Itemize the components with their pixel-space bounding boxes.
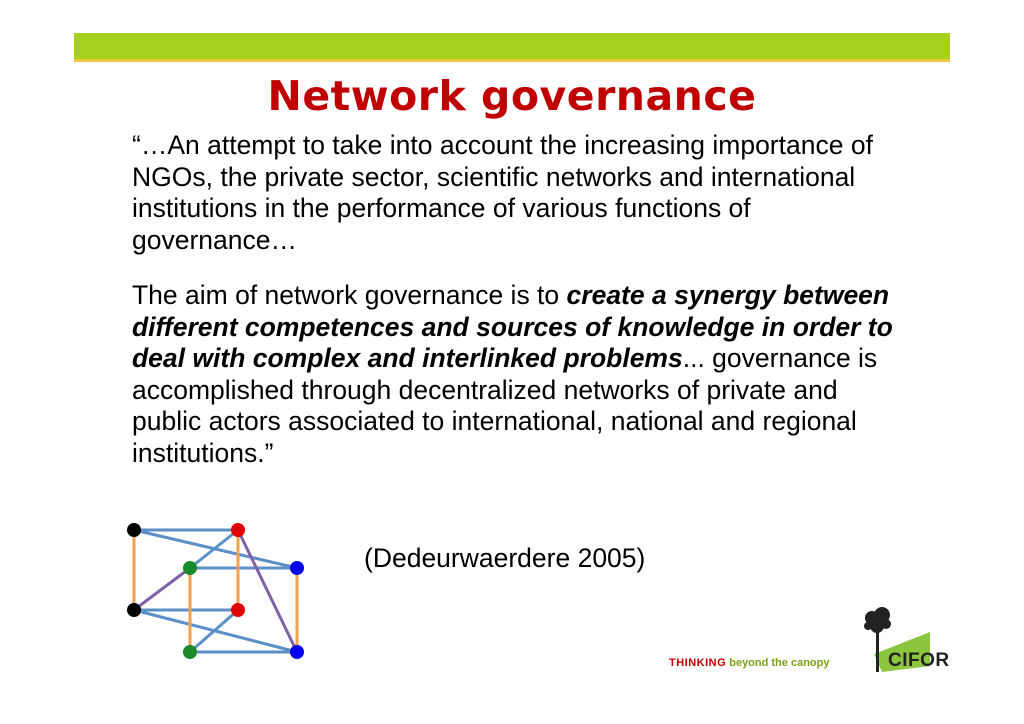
network-node-green (183, 561, 197, 575)
paragraph-2-emphasis: create a synergy between different competences and sources of knowledge in order to deal with complex and interlinked problems (132, 280, 893, 373)
network-node-black (127, 523, 141, 537)
network-node-blue (290, 645, 304, 659)
tagline-rest: beyond the canopy (726, 657, 830, 669)
citation: (Dedeurwaerdere 2005) (364, 543, 646, 573)
network-edge (238, 530, 297, 652)
quote-paragraph-2 (132, 280, 912, 469)
network-diagram (120, 518, 320, 668)
network-node-red (231, 603, 245, 617)
network-edge (190, 610, 238, 652)
footer-tagline (669, 657, 829, 669)
logo-text: CIFOR (888, 650, 950, 671)
network-node-red (231, 523, 245, 537)
paragraph-2-intro: The aim of network governance is to (132, 280, 567, 310)
quote-body (132, 130, 912, 469)
paragraph-2-rest: ... governance is accomplished through decentralized networks of private and public actors associated to international, national and regional institutions.” (132, 343, 878, 468)
tagline-strong: THINKING (669, 657, 727, 669)
network-node-black (127, 603, 141, 617)
quote-paragraph-1: “…An attempt to take into account the increasing importance of NGOs, the private sector, scientific networks and international institutions in the performance of various functions of governance… (132, 130, 873, 255)
slide-title: Network governance (267, 72, 757, 120)
header-accent-bar (74, 33, 950, 59)
network-node-green (183, 645, 197, 659)
header-accent-line (74, 59, 950, 62)
network-edge (190, 530, 238, 568)
network-edge (134, 568, 190, 610)
network-node-blue (290, 561, 304, 575)
